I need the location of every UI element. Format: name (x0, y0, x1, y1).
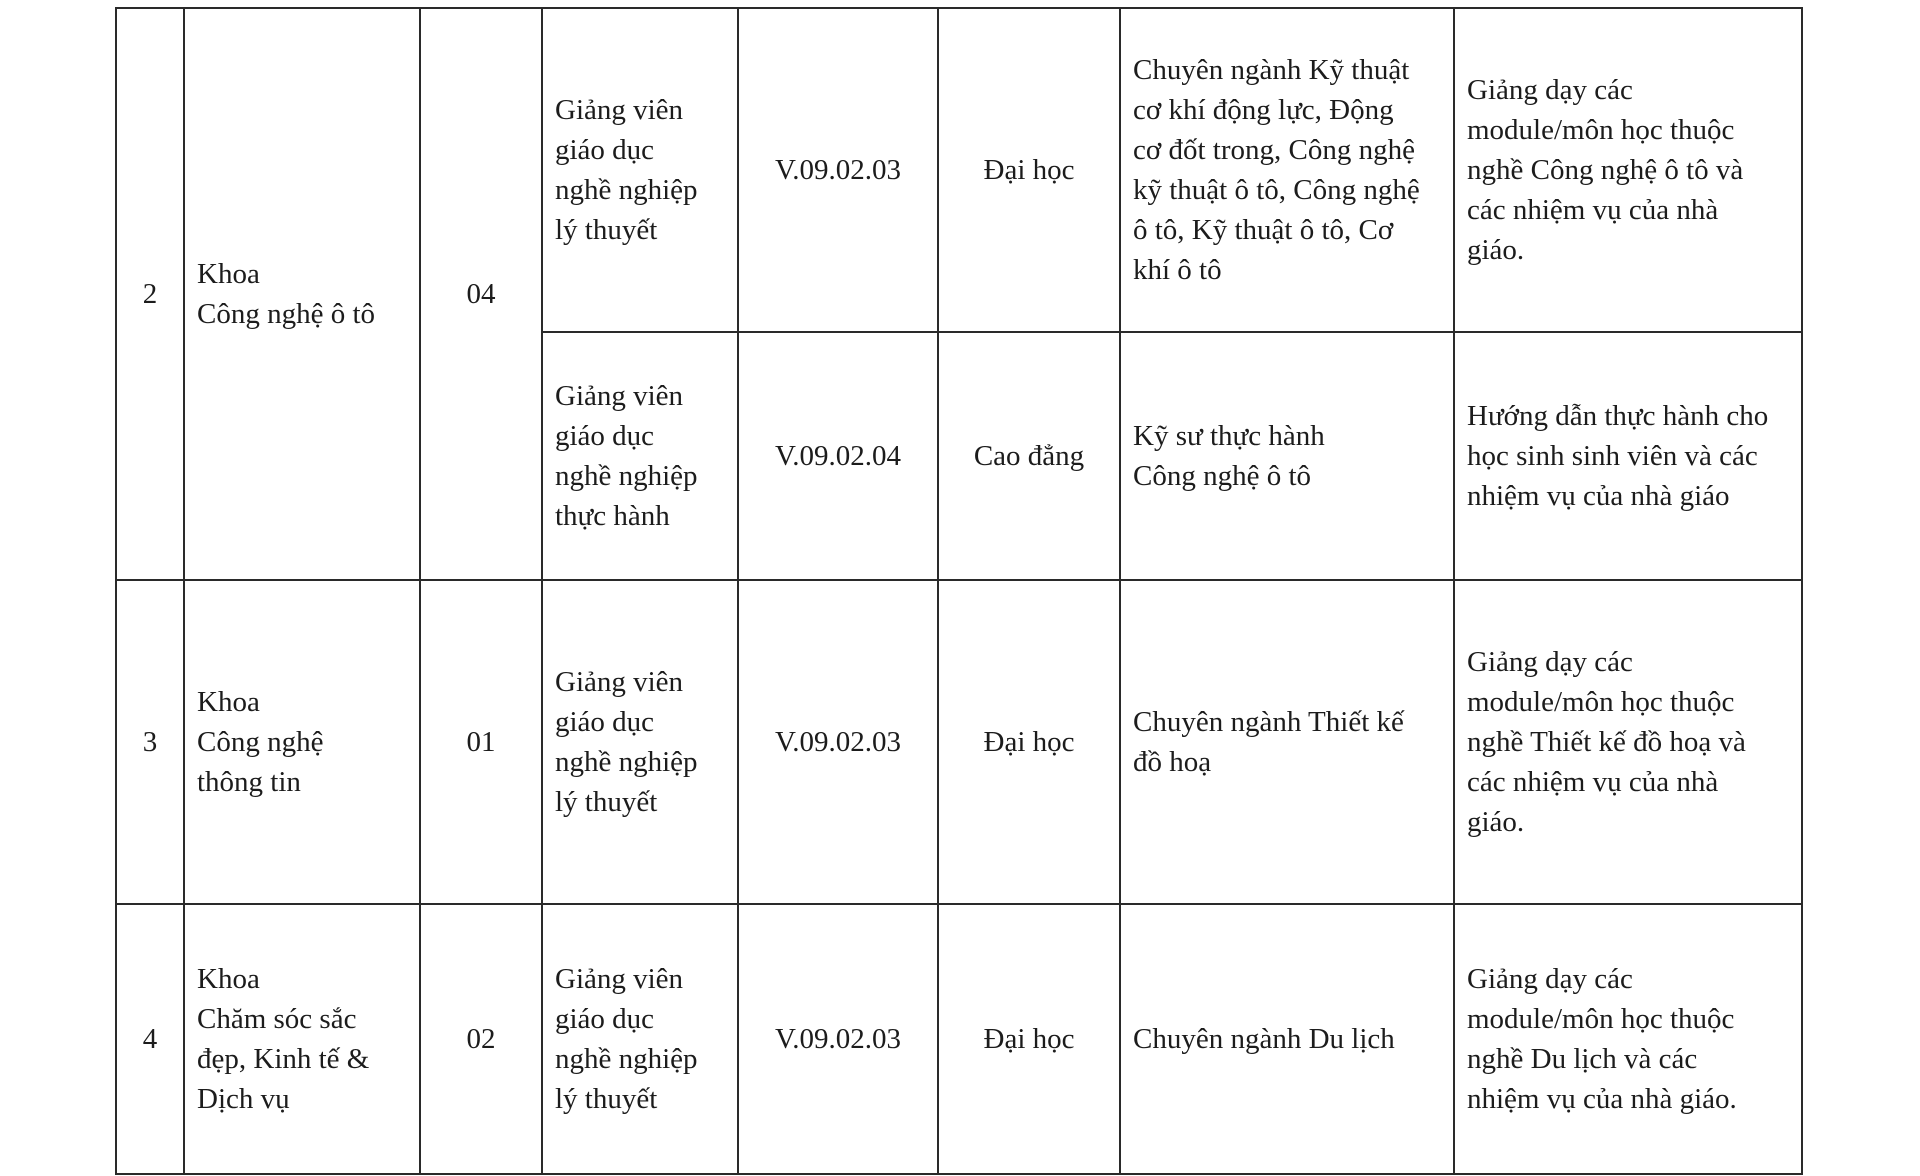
quantity-cell (420, 580, 542, 904)
major-cell (1120, 332, 1454, 580)
position-code: V.09.02.04 (775, 440, 901, 472)
major-cell (1120, 580, 1454, 904)
position-title-cell (542, 332, 738, 580)
task-cell (1454, 904, 1802, 1174)
unit-cell (184, 904, 420, 1174)
major-text: Kỹ sư thực hành Công nghệ ô tô (1133, 420, 1325, 492)
task-text: Hướng dẫn thực hành cho học sinh sinh viên và các nhiệm vụ của nhà giáo (1467, 400, 1769, 512)
major-text: Chuyên ngành Du lịch (1133, 1023, 1395, 1055)
education-level-cell (938, 332, 1120, 580)
position-title: Giảng viên giáo dục nghề nghiệp lý thuyết (555, 666, 698, 818)
unit-cell (184, 8, 420, 580)
table-row (116, 8, 1802, 332)
stt-value: 4 (142, 1023, 158, 1055)
table-row (116, 580, 1802, 904)
unit-cell (184, 580, 420, 904)
unit-name: Khoa Chăm sóc sắc đẹp, Kinh tế & Dịch vụ (197, 963, 370, 1115)
education-level-cell (938, 8, 1120, 332)
stt-cell (116, 580, 184, 904)
major-text: Chuyên ngành Thiết kế đồ hoạ (1133, 706, 1404, 778)
position-title-cell (542, 580, 738, 904)
unit-name: Khoa Công nghệ ô tô (197, 258, 376, 330)
major-text: Chuyên ngành Kỹ thuật cơ khí động lực, Động cơ đốt trong, Công nghệ kỹ thuật ô tô, Công nghệ ô tô, Kỹ thuật ô tô, Cơ khí ô tô (1133, 54, 1420, 286)
major-cell (1120, 8, 1454, 332)
task-cell (1454, 580, 1802, 904)
position-code: V.09.02.03 (775, 1023, 901, 1055)
quantity-cell (420, 904, 542, 1174)
major-cell (1120, 904, 1454, 1174)
position-code: V.09.02.03 (775, 154, 901, 186)
position-title-cell (542, 8, 738, 332)
task-cell (1454, 332, 1802, 580)
position-code-cell (738, 580, 938, 904)
education-level-cell (938, 904, 1120, 1174)
unit-name: Khoa Công nghệ thông tin (197, 686, 324, 798)
task-text: Giảng dạy các module/môn học thuộc nghề Thiết kế đồ hoạ và các nhiệm vụ của nhà giáo. (1467, 646, 1746, 838)
quantity-value: 04 (466, 278, 496, 310)
position-code-cell (738, 332, 938, 580)
task-text: Giảng dạy các module/môn học thuộc nghề Công nghệ ô tô và các nhiệm vụ của nhà giáo. (1467, 74, 1744, 266)
position-title: Giảng viên giáo dục nghề nghiệp lý thuyết (555, 963, 698, 1115)
stt-cell (116, 904, 184, 1174)
stt-value: 2 (142, 278, 158, 310)
position-code: V.09.02.03 (775, 726, 901, 758)
task-cell (1454, 8, 1802, 332)
education-level: Cao đẳng (973, 440, 1085, 472)
stt-cell (116, 8, 184, 580)
education-level: Đại học (983, 726, 1075, 758)
education-level: Đại học (983, 154, 1075, 186)
education-level: Đại học (983, 1023, 1075, 1055)
quantity-cell (420, 8, 542, 580)
recruitment-table (115, 7, 1803, 1175)
task-text: Giảng dạy các module/môn học thuộc nghề Du lịch và các nhiệm vụ của nhà giáo. (1467, 963, 1737, 1115)
education-level-cell (938, 580, 1120, 904)
position-title: Giảng viên giáo dục nghề nghiệp thực hành (555, 380, 698, 532)
position-code-cell (738, 904, 938, 1174)
stt-value: 3 (142, 726, 158, 758)
position-code-cell (738, 8, 938, 332)
table-row (116, 904, 1802, 1174)
quantity-value: 02 (466, 1023, 496, 1055)
position-title: Giảng viên giáo dục nghề nghiệp lý thuyết (555, 94, 698, 246)
quantity-value: 01 (466, 726, 496, 758)
position-title-cell (542, 904, 738, 1174)
